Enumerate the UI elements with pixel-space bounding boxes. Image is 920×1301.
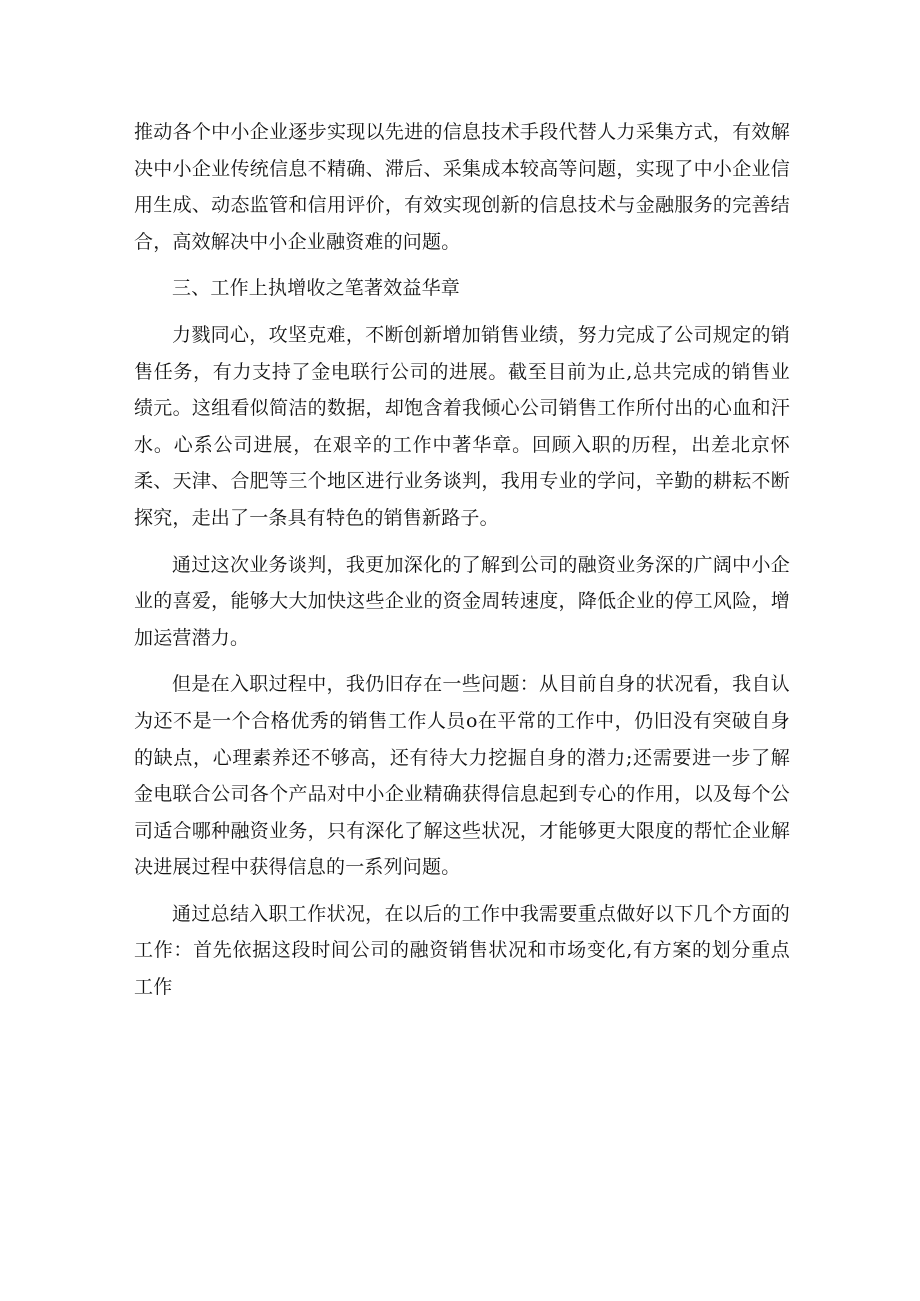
paragraph-business-negotiation: 通过这次业务谈判，我更加深化的了解到公司的融资业务深的广阔中小企业的喜爱，能够大大加快这些企业的资金周转速度，降低企业的停工风险，增加运营潜力。 — [134, 553, 790, 649]
paragraph-future-work: 通过总结入职工作状况，在以后的工作中我需要重点做好以下几个方面的工作：首先依据这段时间公司的融资销售状况和市场变化,有方案的划分重点工作 — [134, 902, 790, 999]
paragraph-sales-performance: 力戮同心，攻坚克难，不断创新增加销售业绩，努力完成了公司规定的销售任务，有力支持了金电联行公司的进展。截至目前为止,总共完成的销售业绩元。这组看似简洁的数据，却饱含着我倾心公司销售工作所付出的心血和汗水。心系公司进展，在艰辛的工作中著华章。回顾入职的历程，出差北京怀柔、天津、合肥等三个地区进行业务谈判，我用专业的学问，辛勤的耕耘不断探究，走出了一条具有特色的销售新路子。 — [134, 323, 790, 529]
paragraph-continuation: 推动各个中小企业逐步实现以先进的信息技术手段代替人力采集方式，有效解决中小企业传统信息不精确、滞后、采集成本较高等问题，实现了中小企业信用生成、动态监管和信用评价，有效实现创新的信息技术与金融服务的完善结合，高效解决中小企业融资难的问题。 — [134, 121, 790, 253]
paragraph-problems: 但是在入职过程中，我仍旧存在一些问题：从目前自身的状况看，我自认为还不是一个合格优秀的销售工作人员o在平常的工作中，仍旧没有突破自身的缺点，心理素养还不够高，还有待大力挖掘自身的潜力;还需要进一步了解金电联合公司各个产品对中小企业精确获得信息起到专心的作用，以及每个公司适合哪种融资业务，只有深化了解这些状况，才能够更大限度的帮忙企业解决进展过程中获得信息的一系列问题。 — [134, 673, 790, 879]
section-heading: 三、工作上执增收之笔著效益华章 — [172, 277, 461, 300]
document-body — [134, 114, 790, 1016]
